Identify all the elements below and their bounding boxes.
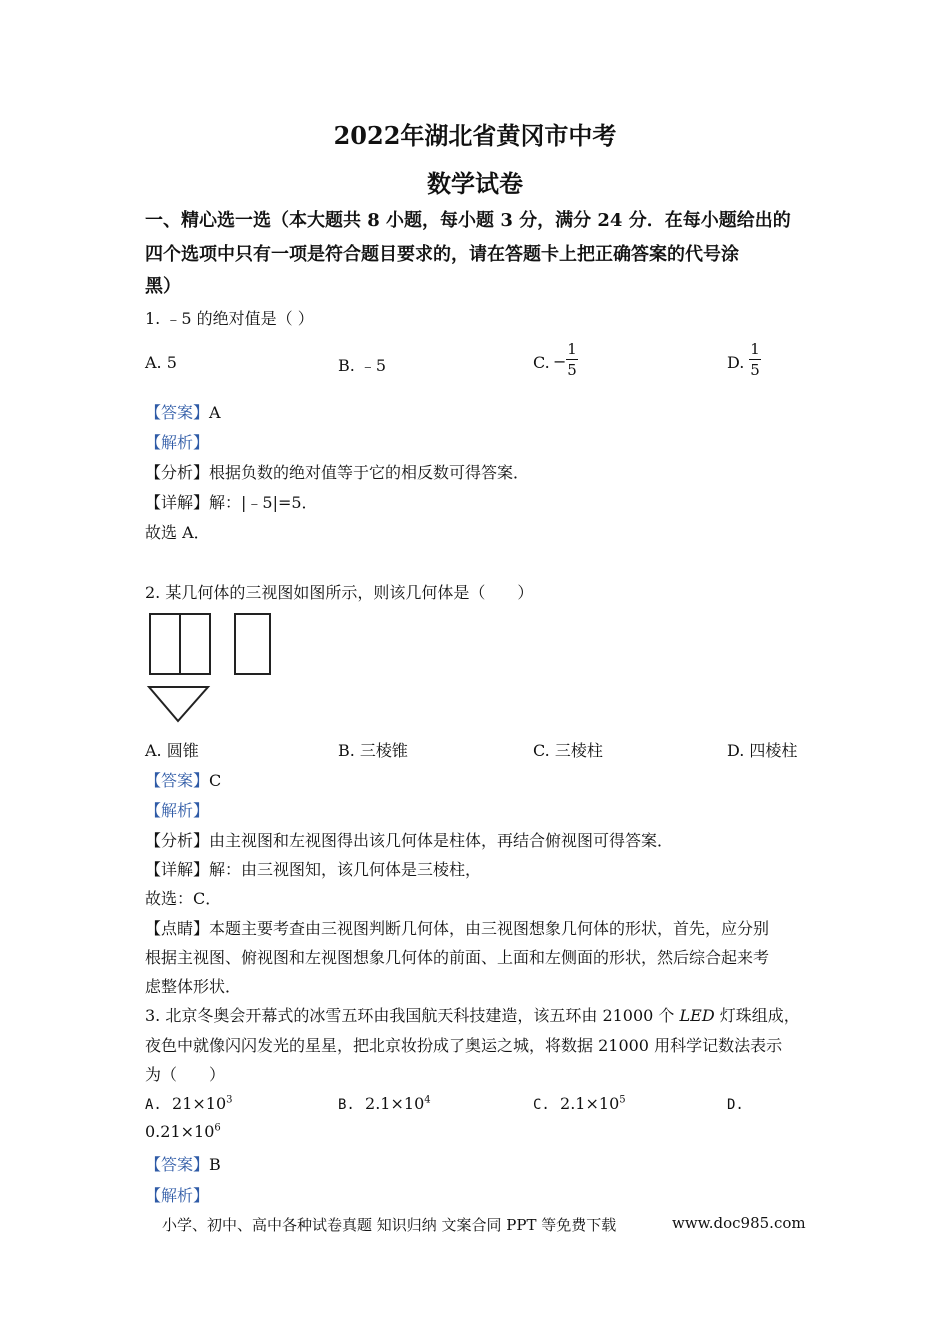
q1-analysis-tag: 【解析】	[145, 433, 210, 452]
q1-option-a: A. 5	[145, 353, 177, 372]
answer-tag: 【答案】	[145, 771, 210, 790]
side-view	[235, 614, 270, 674]
q2-conclusion: 故选：C．	[145, 889, 222, 908]
section-heading-line2: 四个选项中只有一项是符合题目要求的，请在答题卡上把正确答案的代号涂	[145, 244, 739, 265]
q3-option-d-base: 0.21×10	[145, 1122, 215, 1141]
q1-answer	[145, 400, 221, 423]
q2-option-a: A. 圆锥	[145, 741, 199, 760]
q2-analysis-tag: 【解析】	[145, 801, 210, 820]
q2-xiangjie: 【详解】解：由三视图知，该几何体是三棱柱，	[145, 860, 482, 879]
q1-option-c-sign: −	[553, 352, 567, 371]
q3-option-d-label	[727, 1094, 744, 1113]
q3-answer-value: B	[209, 1155, 221, 1174]
q3-option-a	[145, 1094, 233, 1113]
q2-option-b: B. 三棱锥	[338, 741, 408, 760]
q2-stem: 2. 某几何体的三视图如图所示，则该几何体是（ ）	[145, 583, 534, 602]
q2-answer	[145, 768, 221, 791]
q3-option-b-base: 2.1×10	[365, 1094, 425, 1113]
q1-stem: 1. ﹣5 的绝对值是（ ）	[145, 309, 314, 328]
q3-option-a-base: 21×10	[172, 1094, 227, 1113]
q2-dianjing-line3: 虑整体形状．	[145, 977, 242, 996]
q1-fenxi: 【分析】根据负数的绝对值等于它的相反数可得答案．	[145, 463, 530, 482]
answer-tag: 【答案】	[145, 1155, 210, 1174]
q1-option-b: B. ﹣5	[338, 356, 387, 375]
q3-option-c-label: C.	[533, 1097, 550, 1113]
q3-option-d	[145, 1122, 221, 1141]
q1-option-c-denominator: 5	[567, 361, 577, 379]
q2-dianjing-line2: 根据主视图、俯视图和左视图想象几何体的前面、上面和左侧面的形状，然后综合起来考	[145, 948, 770, 967]
q3-option-a-label: A.	[145, 1097, 162, 1113]
q3-stem-line1-pre: 3. 北京冬奥会开幕式的冰雪五环由我国航天科技建造，该五环由 21000 个	[145, 1006, 680, 1025]
fraction-bar	[566, 359, 578, 360]
q1-answer-value: A	[209, 403, 221, 422]
q3-option-c-exp: 5	[619, 1094, 626, 1106]
answer-tag: 【答案】	[145, 403, 210, 422]
q1-option-d-label: D.	[727, 353, 745, 372]
q3-stem-led: LED	[679, 1006, 715, 1025]
three-view-figure	[140, 605, 280, 730]
q3-answer	[145, 1152, 221, 1175]
q2-answer-value: C	[209, 771, 222, 790]
page-title: 2022年湖北省黄冈市中考	[333, 121, 617, 150]
section-heading-line3: 黑）	[145, 276, 181, 297]
q1-option-c-label: C.	[533, 353, 550, 372]
q3-option-c-base: 2.1×10	[560, 1094, 620, 1113]
q3-option-c	[533, 1094, 626, 1113]
q3-option-d-letter: D.	[727, 1097, 744, 1113]
footer-text: 小学、初中、高中各种试卷真题 知识归纳 文案合同 PPT 等免费下载	[162, 1216, 617, 1234]
q2-option-c: C. 三棱柱	[533, 741, 603, 760]
q1-xiangjie: 【详解】解：|﹣5|=5．	[145, 493, 318, 512]
q3-option-d-exp: 6	[214, 1122, 221, 1134]
q3-option-b	[338, 1094, 431, 1113]
q2-fenxi: 【分析】由主视图和左视图得出该几何体是柱体，再结合俯视图可得答案．	[145, 831, 674, 850]
q3-option-b-label: B.	[338, 1097, 355, 1113]
section-heading-line1: 一、精心选一选（本大题共 8 小题，每小题 3 分，满分 24 分．在每小题给出的	[145, 210, 791, 231]
q1-conclusion: 故选 A．	[145, 523, 210, 542]
q3-option-a-exp: 3	[226, 1094, 233, 1106]
top-view-triangle	[149, 687, 208, 721]
q1-option-d-fraction	[749, 340, 761, 379]
q3-option-b-exp: 4	[424, 1094, 431, 1106]
q3-stem-line3: 为（ ）	[145, 1065, 226, 1084]
footer-url[interactable]: www.doc985.com	[672, 1214, 806, 1232]
fraction-bar	[749, 359, 761, 360]
q3-stem-line1-post: 灯珠组成，	[714, 1006, 800, 1025]
q3-stem-line2: 夜色中就像闪闪发光的星星，把北京妆扮成了奥运之城，将数据 21000 用科学记数法表示	[145, 1036, 783, 1055]
q1-option-d-numerator: 1	[750, 340, 760, 358]
q3-analysis-tag: 【解析】	[145, 1186, 210, 1205]
q2-option-d: D. 四棱柱	[727, 741, 798, 760]
q3-stem-line1	[145, 1003, 800, 1026]
q2-dianjing-line1: 【点睛】本题主要考查由三视图判断几何体，由三视图想象几何体的形状，首先，应分别	[145, 919, 770, 938]
page-subtitle: 数学试卷	[427, 169, 523, 198]
q1-option-c-numerator: 1	[567, 340, 577, 358]
q1-option-d-denominator: 5	[750, 361, 760, 379]
q1-option-c-fraction	[566, 340, 578, 379]
